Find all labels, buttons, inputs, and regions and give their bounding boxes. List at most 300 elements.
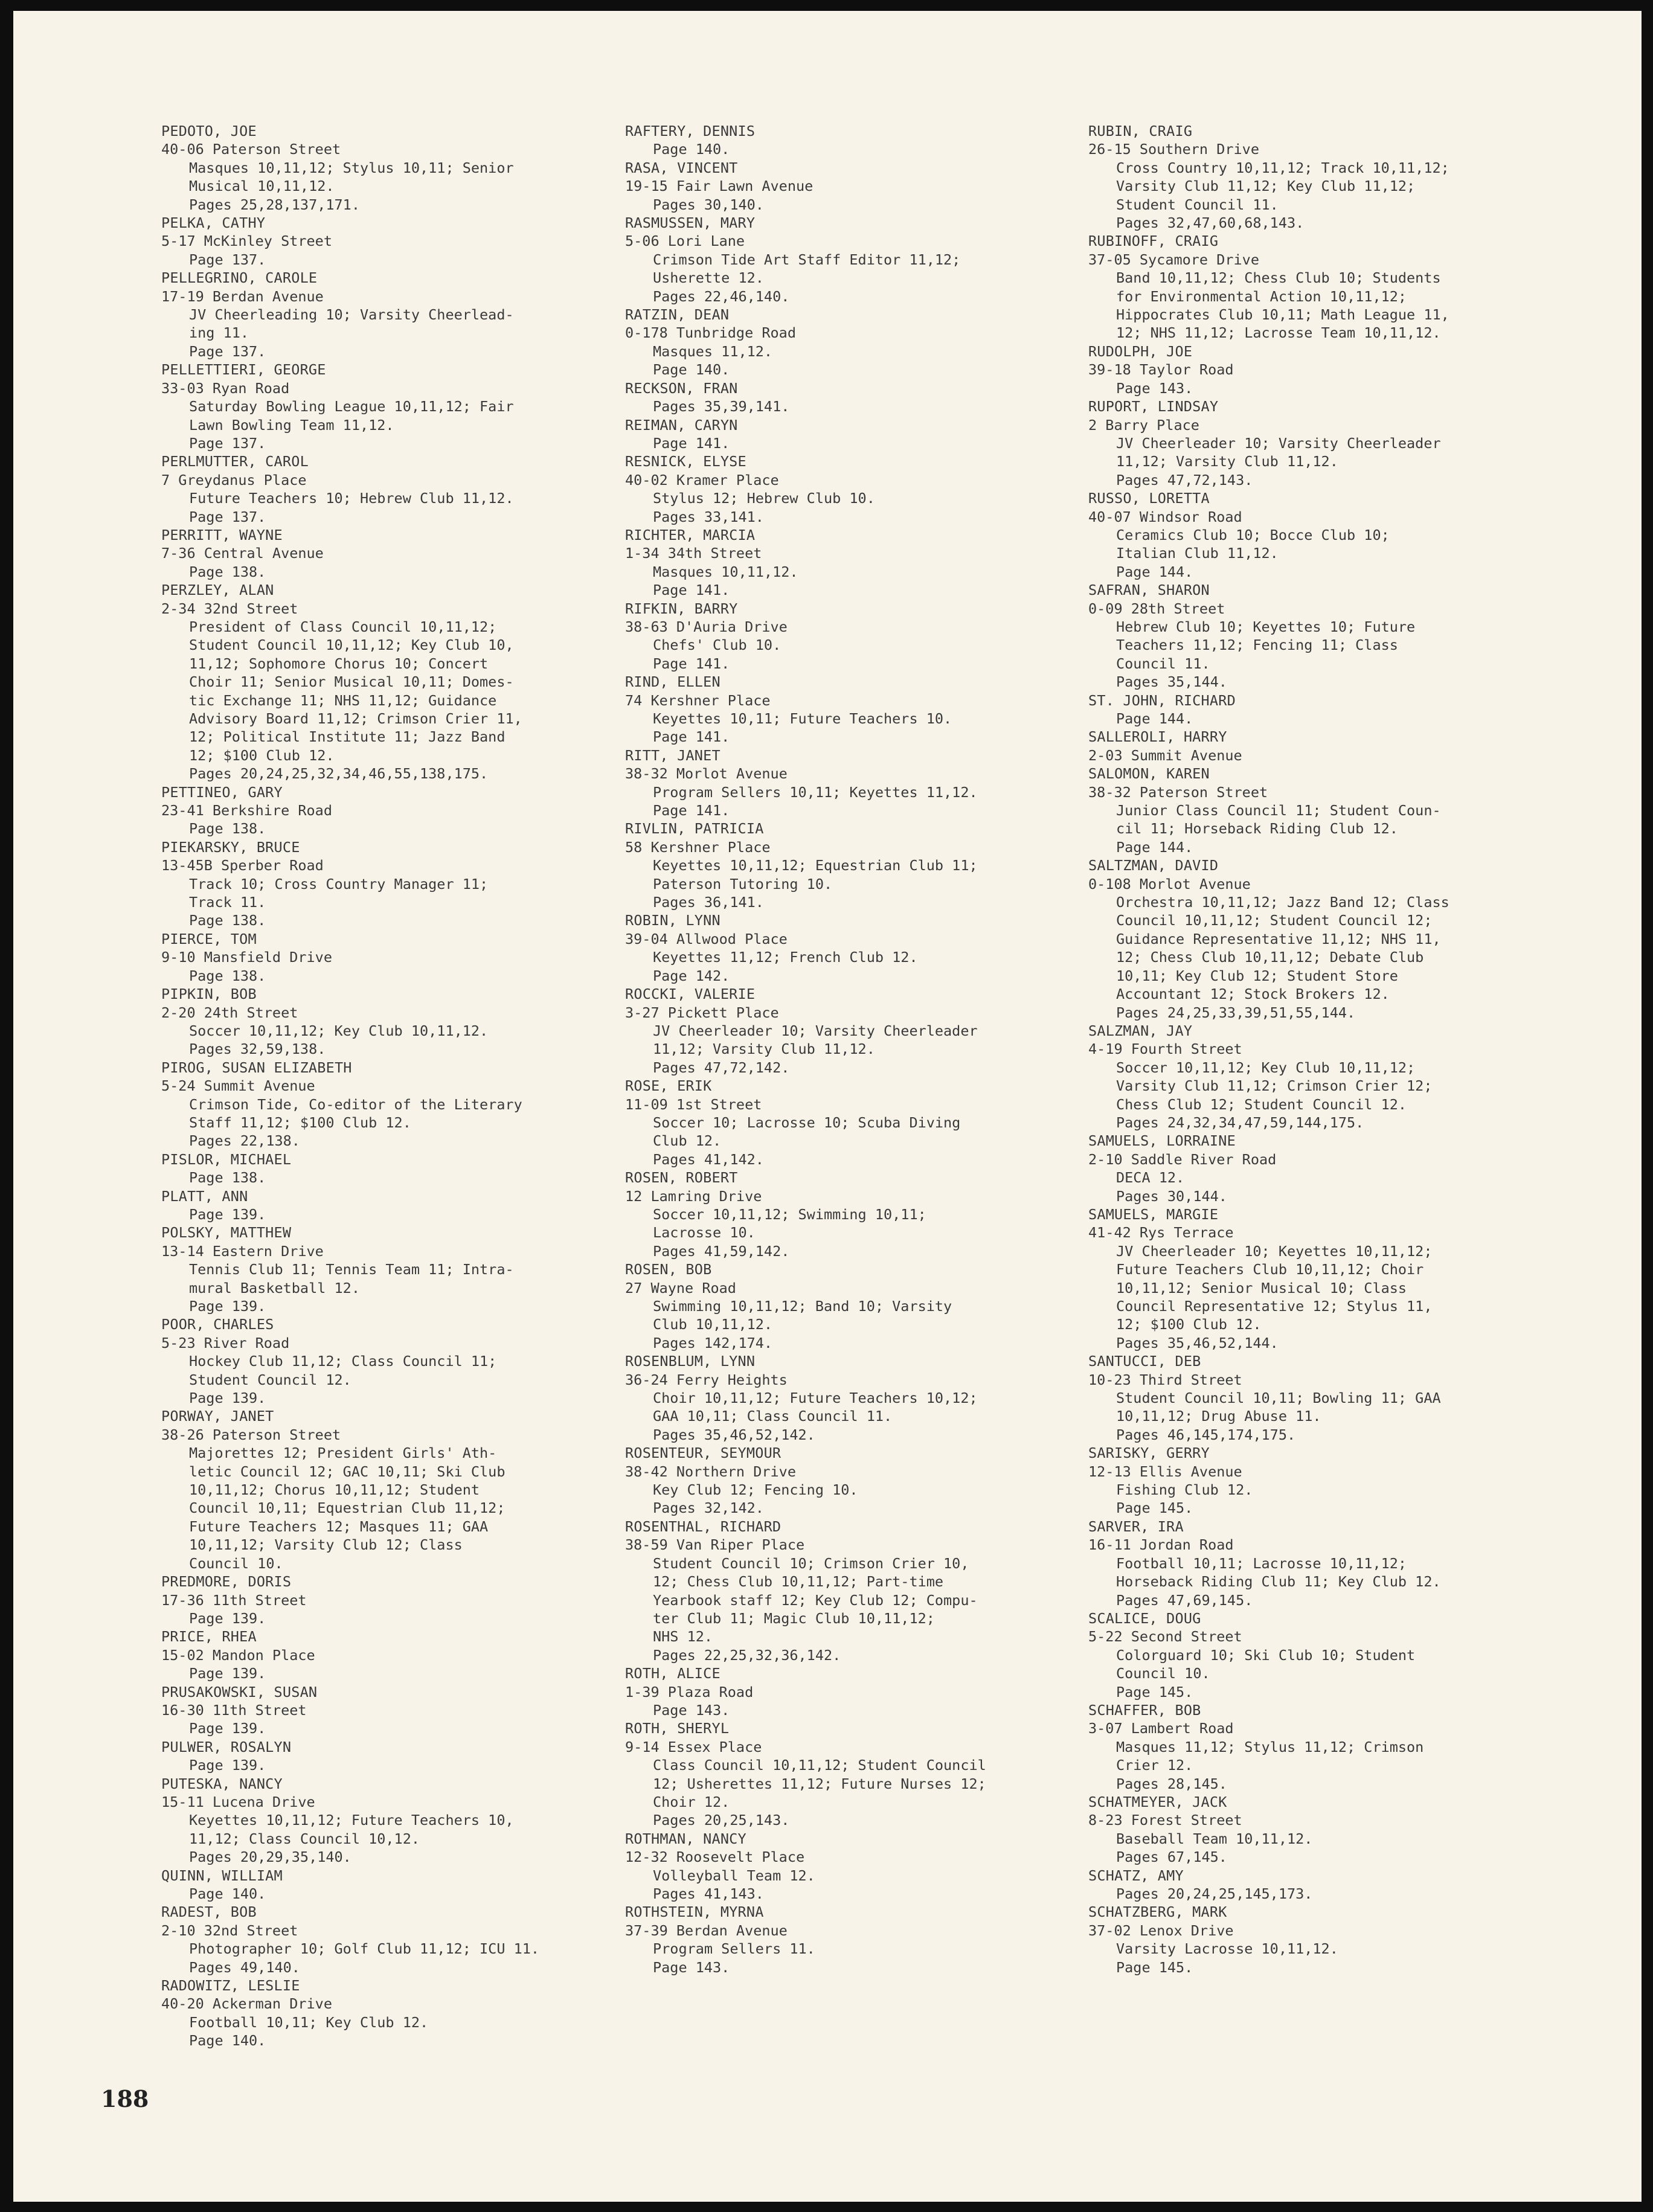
- activity-line: Chefs' Club 10.: [653, 636, 782, 654]
- student-name: ROSENBLUM, LYNN: [625, 1353, 756, 1370]
- index-entry: [161, 1187, 539, 1224]
- activity-line: 10,11; Key Club 12; Student Store: [1116, 967, 1398, 984]
- activity-line: Future Teachers 12; Masques 11; GAA: [189, 1518, 489, 1535]
- activity-line: 12; $100 Club 12.: [1116, 1316, 1262, 1333]
- activity-line: Pages 47,72,142.: [653, 1059, 790, 1076]
- activity-line: Page 142.: [653, 967, 730, 984]
- student-address: 12 Lamring Drive: [625, 1187, 762, 1205]
- activity-line: Accountant 12; Stock Brokers 12.: [1116, 986, 1390, 1003]
- activity-line: Page 141.: [653, 655, 730, 672]
- student-address: 13-14 Eastern Drive: [161, 1242, 324, 1260]
- activity-line: Pages 20,29,35,140.: [189, 1848, 351, 1866]
- activity-line: Crier 12.: [1116, 1757, 1193, 1774]
- activity-line: Council 11.: [1116, 655, 1210, 672]
- index-entry: [1088, 342, 1449, 397]
- index-entry: [625, 673, 986, 746]
- activity-line: Page 143.: [1116, 379, 1193, 397]
- student-address: 17-36 11th Street: [161, 1591, 307, 1609]
- activity-line: Hockey Club 11,12; Class Council 11;: [189, 1353, 497, 1370]
- student-address: 1-39 Plaza Road: [625, 1683, 754, 1701]
- activity-line: letic Council 12; GAC 10,11; Ski Club: [189, 1463, 506, 1480]
- student-name: SCHATMEYER, JACK: [1088, 1793, 1227, 1810]
- activity-line: Pages 35,46,52,142.: [653, 1426, 815, 1443]
- index-entry: [625, 819, 986, 911]
- student-name: PEDOTO, JOE: [161, 123, 257, 139]
- student-address: 15-11 Lucena Drive: [161, 1793, 315, 1810]
- activity-line: Page 140.: [189, 2032, 266, 2050]
- student-name: PREDMORE, DORIS: [161, 1573, 292, 1591]
- activity-line: Pages 24,25,33,39,51,55,144.: [1116, 1004, 1356, 1021]
- student-address: 9-10 Mansfield Drive: [161, 949, 332, 966]
- activity-line: Choir 10,11,12; Future Teachers 10,12;: [653, 1390, 978, 1407]
- activity-line: Pages 35,46,52,144.: [1116, 1334, 1279, 1351]
- page-number: 188: [101, 2085, 149, 2112]
- index-entry: [1088, 1022, 1449, 1132]
- activity-line: Pages 32,142.: [653, 1499, 764, 1517]
- index-entry: [161, 1976, 539, 2050]
- student-address: 36-24 Ferry Heights: [625, 1371, 788, 1388]
- activity-line: Italian Club 11,12.: [1116, 545, 1279, 562]
- activity-line: Colorguard 10; Ski Club 10; Student: [1116, 1646, 1416, 1664]
- activity-line: Page 138.: [189, 912, 266, 929]
- student-address: 16-11 Jordan Road: [1088, 1536, 1234, 1554]
- activity-line: Council 10,11,12; Student Council 12;: [1116, 912, 1433, 929]
- activity-line: Future Teachers 10; Hebrew Club 11,12.: [189, 490, 514, 507]
- activity-line: Lawn Bowling Team 11,12.: [189, 416, 394, 434]
- activity-line: Page 139.: [189, 1757, 266, 1774]
- index-entry: [161, 122, 539, 214]
- index-entry: [161, 214, 539, 269]
- student-address: 40-02 Kramer Place: [625, 471, 779, 489]
- index-entry: [1088, 122, 1449, 232]
- activity-line: cil 11; Horseback Riding Club 12.: [1116, 820, 1398, 838]
- index-entry: [1088, 232, 1449, 342]
- activity-line: Orchestra 10,11,12; Jazz Band 12; Class: [1116, 894, 1449, 911]
- student-address: 5-23 River Road: [161, 1334, 290, 1351]
- student-name: POOR, CHARLES: [161, 1316, 274, 1333]
- index-entry: [625, 379, 986, 416]
- index-entry: [625, 1169, 986, 1260]
- student-name: PISLOR, MICHAEL: [161, 1150, 292, 1168]
- activity-line: Student Council 10; Crimson Crier 10,: [653, 1554, 969, 1572]
- student-name: RAFTERY, DENNIS: [625, 123, 756, 139]
- activity-line: Keyettes 10,11,12; Equestrian Club 11;: [653, 857, 978, 874]
- student-name: POLSKY, MATTHEW: [161, 1224, 292, 1242]
- activity-line: Page 144.: [1116, 838, 1193, 856]
- student-address: 3-27 Pickett Place: [625, 1004, 779, 1021]
- activity-line: Pages 47,69,145.: [1116, 1591, 1253, 1609]
- activity-line: Pages 32,59,138.: [189, 1040, 326, 1058]
- student-name: PORWAY, JANET: [161, 1408, 274, 1425]
- activity-line: Track 10; Cross Country Manager 11;: [189, 875, 489, 893]
- activity-line: Page 140.: [189, 1885, 266, 1902]
- student-name: RADOWITZ, LESLIE: [161, 1977, 300, 1995]
- activity-line: Page 141.: [653, 728, 730, 746]
- student-name: SAMUELS, MARGIE: [1088, 1205, 1219, 1223]
- activity-line: 10,11,12; Drug Abuse 11.: [1116, 1408, 1321, 1425]
- activity-line: Choir 11; Senior Musical 10,11; Domes-: [189, 673, 514, 691]
- student-address: 2-20 24th Street: [161, 1004, 298, 1021]
- activity-line: Hebrew Club 10; Keyettes 10; Future: [1116, 618, 1416, 635]
- student-address: 2 Barry Place: [1088, 416, 1199, 434]
- index-entry: [1088, 691, 1449, 728]
- index-entry: [161, 1627, 539, 1682]
- activity-line: Pages 35,39,141.: [653, 398, 790, 415]
- activity-line: Pages 30,144.: [1116, 1187, 1227, 1205]
- student-address: 27 Wayne Road: [625, 1279, 736, 1297]
- student-name: PUTESKA, NANCY: [161, 1775, 283, 1792]
- activity-line: 12; Chess Club 10,11,12; Debate Club: [1116, 949, 1424, 966]
- activity-line: Choir 12.: [653, 1793, 730, 1810]
- activity-line: Page 137.: [189, 434, 266, 452]
- activity-line: Pages 49,140.: [189, 1958, 300, 1976]
- activity-line: Soccer 10,11,12; Key Club 10,11,12;: [1116, 1059, 1416, 1076]
- student-name: RIFKIN, BARRY: [625, 600, 738, 617]
- student-address: 38-32 Morlot Avenue: [625, 765, 788, 783]
- index-entry: [625, 159, 986, 214]
- activity-line: 10,11,12; Varsity Club 12; Class: [189, 1536, 463, 1554]
- activity-line: 12; $100 Club 12.: [189, 746, 335, 764]
- activity-line: Pages 41,59,142.: [653, 1242, 790, 1260]
- activity-line: Pages 20,24,25,145,173.: [1116, 1885, 1313, 1902]
- student-address: 2-10 Saddle River Road: [1088, 1150, 1277, 1168]
- student-name: RASA, VINCENT: [625, 159, 738, 176]
- student-address: 15-02 Mandon Place: [161, 1646, 315, 1664]
- index-entry: [161, 1683, 539, 1738]
- activity-line: Stylus 12; Hebrew Club 10.: [653, 490, 875, 507]
- activity-line: Page 137.: [189, 251, 266, 268]
- student-address: 0-108 Morlot Avenue: [1088, 875, 1251, 893]
- student-name: PIPKIN, BOB: [161, 986, 257, 1003]
- yearbook-index-page: [13, 11, 1642, 2202]
- activity-line: JV Cheerleader 10; Varsity Cheerleader: [653, 1022, 978, 1039]
- activity-line: Yearbook staff 12; Key Club 12; Compu-: [653, 1591, 978, 1609]
- index-entry: [161, 1223, 539, 1315]
- activity-line: Student Council 12.: [189, 1371, 351, 1388]
- student-address: 0-178 Tunbridge Road: [625, 324, 796, 342]
- student-address: 74 Kershner Place: [625, 691, 771, 709]
- student-address: 41-42 Rys Terrace: [1088, 1224, 1234, 1242]
- activity-line: Page 141.: [653, 434, 730, 452]
- student-address: 40-06 Paterson Street: [161, 141, 341, 158]
- activity-line: Musical 10,11,12.: [189, 178, 335, 195]
- activity-line: Baseball Team 10,11,12.: [1116, 1830, 1313, 1847]
- index-entry: [161, 985, 539, 1059]
- activity-line: NHS 12.: [653, 1628, 713, 1646]
- student-address: 38-59 Van Riper Place: [625, 1536, 805, 1554]
- index-entry: [1088, 1903, 1449, 1976]
- activity-line: Page 137.: [189, 342, 266, 360]
- student-name: RITT, JANET: [625, 746, 721, 764]
- activity-line: Council 10.: [1116, 1665, 1210, 1682]
- student-name: PLATT, ANN: [161, 1187, 248, 1205]
- activity-line: JV Cheerleader 10; Keyettes 10,11,12;: [1116, 1242, 1433, 1260]
- student-address: 10-23 Third Street: [1088, 1371, 1242, 1388]
- student-name: RECKSON, FRAN: [625, 379, 738, 397]
- student-name: PELLEGRINO, CAROLE: [161, 269, 318, 287]
- activity-line: Pages 36,141.: [653, 894, 764, 911]
- activity-line: Advisory Board 11,12; Crimson Crier 11,: [189, 710, 522, 727]
- activity-line: 10,11,12; Senior Musical 10; Class: [1116, 1279, 1407, 1297]
- student-name: SAMUELS, LORRAINE: [1088, 1132, 1236, 1150]
- student-name: RADEST, BOB: [161, 1903, 257, 1921]
- activity-line: Varsity Club 11,12; Key Club 11,12;: [1116, 178, 1416, 195]
- index-entry: [625, 985, 986, 1077]
- index-column-3: [1088, 122, 1449, 1976]
- activity-line: Swimming 10,11,12; Band 10; Varsity: [653, 1298, 952, 1315]
- index-entry: [161, 526, 539, 581]
- activity-line: Pages 22,25,32,36,142.: [653, 1646, 841, 1664]
- activity-line: President of Class Council 10,11,12;: [189, 618, 497, 635]
- activity-line: Program Sellers 10,11; Keyettes 11,12.: [653, 783, 978, 801]
- student-name: ROBIN, LYNN: [625, 912, 721, 929]
- index-entry: [161, 783, 539, 838]
- index-column-1: [161, 122, 539, 2050]
- index-entry: [1088, 1132, 1449, 1205]
- student-name: PIEKARSKY, BRUCE: [161, 838, 300, 856]
- student-address: 2-03 Summit Avenue: [1088, 746, 1242, 764]
- student-address: 0-09 28th Street: [1088, 600, 1225, 617]
- activity-line: Cross Country 10,11,12; Track 10,11,12;: [1116, 159, 1449, 176]
- activity-line: Pages 47,72,143.: [1116, 471, 1253, 489]
- index-entry: [161, 452, 539, 526]
- activity-line: Future Teachers Club 10,11,12; Choir: [1116, 1261, 1424, 1278]
- student-address: 8-23 Forest Street: [1088, 1812, 1242, 1829]
- student-address: 23-41 Berkshire Road: [161, 802, 332, 819]
- activity-line: Club 10,11,12.: [653, 1316, 773, 1333]
- student-name: RESNICK, ELYSE: [625, 453, 746, 470]
- activity-line: Football 10,11; Key Club 12.: [189, 2013, 429, 2031]
- activity-line: Club 12.: [653, 1132, 722, 1150]
- activity-line: tic Exchange 11; NHS 11,12; Guidance: [189, 691, 497, 709]
- activity-line: Page 144.: [1116, 563, 1193, 580]
- student-name: SCHAFFER, BOB: [1088, 1701, 1201, 1719]
- index-entry: [1088, 1444, 1449, 1518]
- student-address: 9-14 Essex Place: [625, 1738, 762, 1755]
- activity-line: Varsity Club 11,12; Crimson Crier 12;: [1116, 1077, 1433, 1095]
- activity-line: Paterson Tutoring 10.: [653, 875, 833, 893]
- student-address: 33-03 Ryan Road: [161, 379, 290, 397]
- student-address: 37-05 Sycamore Drive: [1088, 251, 1259, 268]
- activity-line: GAA 10,11; Class Council 11.: [653, 1408, 893, 1425]
- student-name: SALOMON, KAREN: [1088, 765, 1210, 783]
- student-name: PULWER, ROSALYN: [161, 1738, 292, 1755]
- student-name: RATZIN, DEAN: [625, 306, 730, 324]
- index-entry: [625, 122, 986, 159]
- student-name: SALZMAN, JAY: [1088, 1022, 1193, 1039]
- student-name: PIROG, SUSAN ELIZABETH: [161, 1059, 352, 1076]
- student-address: 5-22 Second Street: [1088, 1628, 1242, 1646]
- activity-line: Page 139.: [189, 1665, 266, 1682]
- student-name: ROTH, ALICE: [625, 1665, 721, 1682]
- activity-line: Pages 46,145,174,175.: [1116, 1426, 1296, 1443]
- activity-line: Page 139.: [189, 1298, 266, 1315]
- activity-line: Council 10,11; Equestrian Club 11,12;: [189, 1499, 506, 1517]
- student-address: 37-39 Berdan Avenue: [625, 1922, 788, 1939]
- activity-line: Council 10.: [189, 1554, 283, 1572]
- index-entry: [1088, 1518, 1449, 1609]
- activity-line: Council Representative 12; Stylus 11,: [1116, 1298, 1433, 1315]
- activity-line: Pages 22,138.: [189, 1132, 300, 1150]
- student-name: ROSEN, BOB: [625, 1261, 712, 1278]
- activity-line: Football 10,11; Lacrosse 10,11,12;: [1116, 1554, 1407, 1572]
- activity-line: Pages 32,47,60,68,143.: [1116, 214, 1305, 232]
- student-address: 38-63 D'Auria Drive: [625, 618, 788, 635]
- index-entry: [625, 452, 986, 526]
- activity-line: Program Sellers 11.: [653, 1940, 815, 1958]
- activity-line: Hippocrates Club 10,11; Math League 11,: [1116, 306, 1449, 324]
- activity-line: Pages 41,143.: [653, 1885, 764, 1902]
- student-name: RIVLIN, PATRICIA: [625, 820, 764, 838]
- student-address: 4-19 Fourth Street: [1088, 1040, 1242, 1058]
- student-address: 39-18 Taylor Road: [1088, 361, 1234, 379]
- index-entry: [1088, 728, 1449, 765]
- student-name: RUBIN, CRAIG: [1088, 123, 1193, 139]
- student-name: QUINN, WILLIAM: [161, 1867, 283, 1884]
- activity-line: Pages 30,140.: [653, 196, 764, 213]
- index-entry: [625, 1260, 986, 1352]
- index-entry: [161, 1903, 539, 1976]
- activity-line: 10,11,12; Chorus 10,11,12; Student: [189, 1481, 480, 1499]
- student-address: 13-45B Sperber Road: [161, 857, 324, 874]
- activity-line: Pages 22,46,140.: [653, 287, 790, 305]
- activity-line: Page 137.: [189, 508, 266, 525]
- activity-line: Page 141.: [653, 582, 730, 599]
- index-entry: [161, 838, 539, 930]
- student-name: PETTINEO, GARY: [161, 783, 283, 801]
- activity-line: Keyettes 11,12; French Club 12.: [653, 949, 918, 966]
- activity-line: Page 143.: [653, 1701, 730, 1719]
- index-entry: [161, 1059, 539, 1150]
- activity-line: Track 11.: [189, 894, 266, 911]
- index-entry: [1088, 856, 1449, 1022]
- student-address: 5-17 McKinley Street: [161, 232, 332, 250]
- activity-line: Junior Class Council 11; Student Coun-: [1116, 802, 1441, 819]
- activity-line: Staff 11,12; $100 Club 12.: [189, 1114, 411, 1131]
- index-entry: [1088, 397, 1449, 489]
- index-entry: [625, 526, 986, 600]
- student-address: 38-42 Northern Drive: [625, 1463, 796, 1480]
- student-name: PIERCE, TOM: [161, 930, 257, 947]
- student-name: RASMUSSEN, MARY: [625, 214, 756, 232]
- student-address: 12-13 Ellis Avenue: [1088, 1463, 1242, 1480]
- student-address: 26-15 Southern Drive: [1088, 141, 1259, 158]
- student-name: ROCCKI, VALERIE: [625, 986, 756, 1003]
- index-column-2: [625, 122, 986, 1976]
- activity-line: Soccer 10,11,12; Swimming 10,11;: [653, 1205, 926, 1223]
- student-address: 12-32 Roosevelt Place: [625, 1848, 805, 1866]
- student-name: ROSE, ERIK: [625, 1077, 712, 1095]
- activity-line: Masques 11,12.: [653, 342, 773, 360]
- student-address: 5-24 Summit Avenue: [161, 1077, 315, 1095]
- index-entry: [1088, 1609, 1449, 1701]
- activity-line: JV Cheerleader 10; Varsity Cheerleader: [1116, 434, 1441, 452]
- index-entry: [625, 1444, 986, 1518]
- activity-line: mural Basketball 12.: [189, 1279, 360, 1297]
- index-entry: [161, 1407, 539, 1572]
- activity-line: Varsity Lacrosse 10,11,12.: [1116, 1940, 1338, 1958]
- activity-line: Page 140.: [653, 361, 730, 379]
- activity-line: Pages 33,141.: [653, 508, 764, 525]
- activity-line: Student Council 10,11,12; Key Club 10,: [189, 636, 514, 654]
- activity-line: Keyettes 10,11,12; Future Teachers 10,: [189, 1812, 514, 1829]
- activity-line: Usherette 12.: [653, 269, 764, 287]
- activity-line: Pages 24,32,34,47,59,144,175.: [1116, 1114, 1364, 1131]
- activity-line: Masques 11,12; Stylus 11,12; Crimson: [1116, 1738, 1424, 1755]
- student-name: PRICE, RHEA: [161, 1628, 257, 1646]
- student-name: ROSEN, ROBERT: [625, 1169, 738, 1187]
- activity-line: Majorettes 12; President Girls' Ath-: [189, 1444, 497, 1462]
- student-name: ROTHSTEIN, MYRNA: [625, 1903, 764, 1921]
- activity-line: 12; Chess Club 10,11,12; Part-time: [653, 1573, 944, 1591]
- student-address: 39-04 Allwood Place: [625, 930, 788, 947]
- activity-line: Fishing Club 12.: [1116, 1481, 1253, 1499]
- index-entry: [1088, 1701, 1449, 1793]
- student-name: ROSENTHAL, RICHARD: [625, 1518, 782, 1535]
- index-entry: [1088, 1793, 1449, 1867]
- activity-line: Pages 20,25,143.: [653, 1812, 790, 1829]
- index-entry: [625, 306, 986, 379]
- activity-line: Page 139.: [189, 1609, 266, 1627]
- activity-line: Page 141.: [653, 802, 730, 819]
- index-entry: [625, 1352, 986, 1444]
- student-address: 38-32 Paterson Street: [1088, 783, 1268, 801]
- student-address: 16-30 11th Street: [161, 1701, 307, 1719]
- student-name: SALLEROLI, HARRY: [1088, 728, 1227, 746]
- activity-line: Lacrosse 10.: [653, 1224, 756, 1242]
- activity-line: Page 139.: [189, 1205, 266, 1223]
- student-name: SARISKY, GERRY: [1088, 1444, 1210, 1462]
- index-entry: [625, 600, 986, 673]
- student-name: SCHATZ, AMY: [1088, 1867, 1184, 1884]
- activity-line: 11,12; Varsity Club 11,12.: [653, 1040, 875, 1058]
- index-entry: [161, 581, 539, 783]
- student-address: 7 Greydanus Place: [161, 471, 307, 489]
- activity-line: Page 138.: [189, 563, 266, 580]
- activity-line: Ceramics Club 10; Bocce Club 10;: [1116, 526, 1390, 543]
- activity-line: Page 138.: [189, 1169, 266, 1187]
- activity-line: Page 138.: [189, 820, 266, 838]
- index-entry: [625, 1903, 986, 1976]
- activity-line: Saturday Bowling League 10,11,12; Fair: [189, 398, 514, 415]
- activity-line: for Environmental Action 10,11,12;: [1116, 287, 1407, 305]
- index-entry: [625, 214, 986, 306]
- student-name: SCALICE, DOUG: [1088, 1609, 1201, 1627]
- activity-line: Photographer 10; Golf Club 11,12; ICU 11.: [189, 1940, 540, 1958]
- student-address: 17-19 Berdan Avenue: [161, 287, 324, 305]
- index-entry: [161, 361, 539, 452]
- activity-line: Chess Club 12; Student Council 12.: [1116, 1095, 1407, 1113]
- student-address: 40-20 Ackerman Drive: [161, 1995, 332, 2013]
- activity-line: Guidance Representative 11,12; NHS 11,: [1116, 930, 1441, 947]
- activity-line: ter Club 11; Magic Club 10,11,12;: [653, 1609, 935, 1627]
- student-address: 38-26 Paterson Street: [161, 1426, 341, 1443]
- student-name: SALTZMAN, DAVID: [1088, 857, 1219, 874]
- index-entry: [161, 1315, 539, 1407]
- student-name: PERLMUTTER, CAROL: [161, 453, 309, 470]
- index-entry: [1088, 581, 1449, 691]
- activity-line: 11,12; Sophomore Chorus 10; Concert: [189, 655, 489, 672]
- student-name: RIND, ELLEN: [625, 673, 721, 691]
- activity-line: Crimson Tide Art Staff Editor 11,12;: [653, 251, 961, 268]
- activity-line: Pages 20,24,25,32,34,46,55,138,175.: [189, 765, 489, 783]
- student-name: PRUSAKOWSKI, SUSAN: [161, 1683, 318, 1701]
- index-entry: [1088, 765, 1449, 856]
- student-address: 2-34 32nd Street: [161, 600, 298, 617]
- student-name: SCHATZBERG, MARK: [1088, 1903, 1227, 1921]
- activity-line: Class Council 10,11,12; Student Council: [653, 1757, 986, 1774]
- student-address: 19-15 Fair Lawn Avenue: [625, 178, 814, 195]
